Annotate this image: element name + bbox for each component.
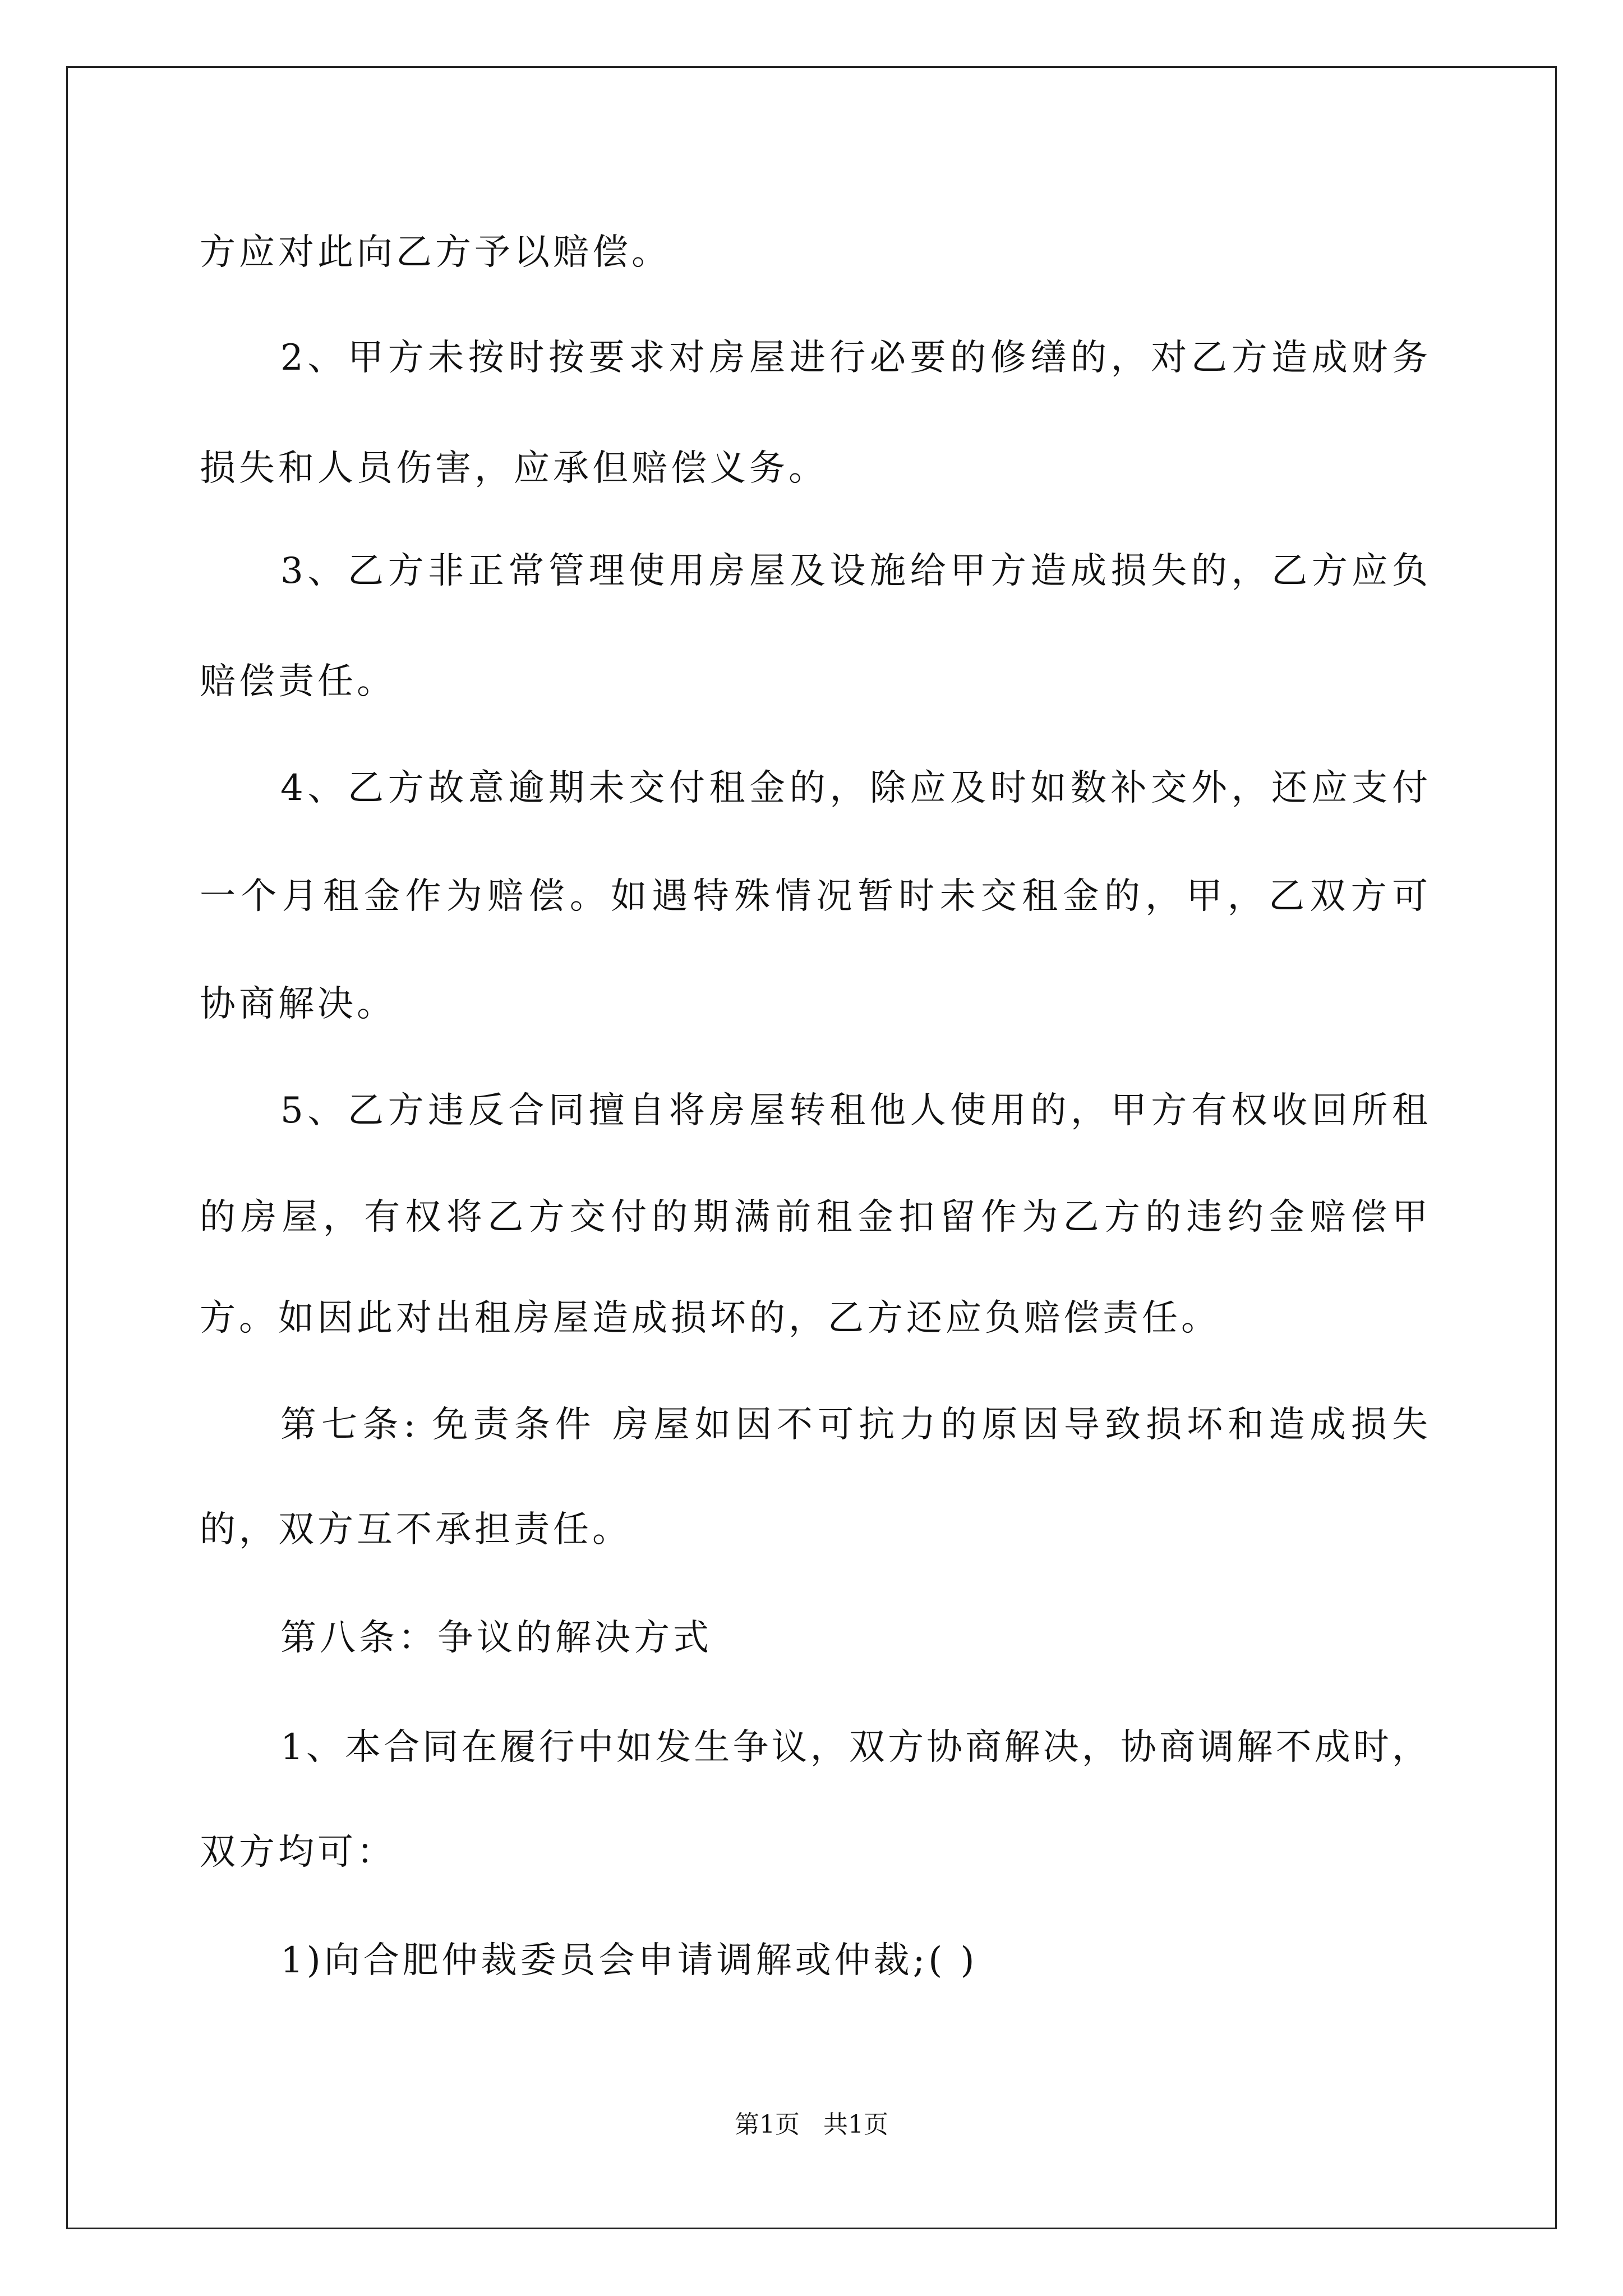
paragraph-line: 的，双方互不承担责任。 [200, 1509, 631, 1550]
page-border [66, 66, 1557, 2229]
paragraph-line: 4、乙方故意逾期未交付租金的，除应及时如数补交外，还应支付 [280, 767, 1428, 809]
paragraph-line: 一个月租金作为赔偿。如遇特殊情况暂时未交租金的，甲，乙双方可 [200, 876, 1428, 917]
paragraph-line: 方应对此向乙方予以赔偿。 [200, 232, 671, 273]
page-footer: 第1页 共1页 [735, 2110, 888, 2139]
section-heading: 第八条：争议的解决方式 [280, 1617, 712, 1659]
paragraph-line: 的房屋，有权将乙方交付的期满前租金扣留作为乙方的违约金赔偿甲 [200, 1197, 1428, 1238]
paragraph-line: 1、本合同在履行中如发生争议，双方协商解决，协商调解不成时， [280, 1727, 1428, 1768]
paragraph-line: 第七条: 免责条件 房屋如因不可抗力的原因导致损坏和造成损失 [280, 1404, 1428, 1446]
paragraph-line: 损失和人员伤害，应承但赔偿义务。 [200, 448, 828, 489]
paragraph-line: 赔偿责任。 [200, 661, 396, 702]
paragraph-line: 1)向合肥仲裁委员会申请调解或仲裁;( ) [280, 1940, 978, 1981]
paragraph-line: 双方均可： [200, 1832, 396, 1873]
paragraph-line: 5、乙方违反合同擅自将房屋转租他人使用的，甲方有权收回所租 [280, 1090, 1428, 1131]
paragraph-line: 方。如因此对出租房屋造成损坏的，乙方还应负赔偿责任。 [200, 1297, 1220, 1339]
paragraph-line: 协商解决。 [200, 983, 396, 1025]
paragraph-line: 3、乙方非正常管理使用房屋及设施给甲方造成损失的，乙方应负 [280, 550, 1428, 592]
paragraph-line: 2、甲方未按时按要求对房屋进行必要的修缮的，对乙方造成财务 [280, 337, 1428, 379]
